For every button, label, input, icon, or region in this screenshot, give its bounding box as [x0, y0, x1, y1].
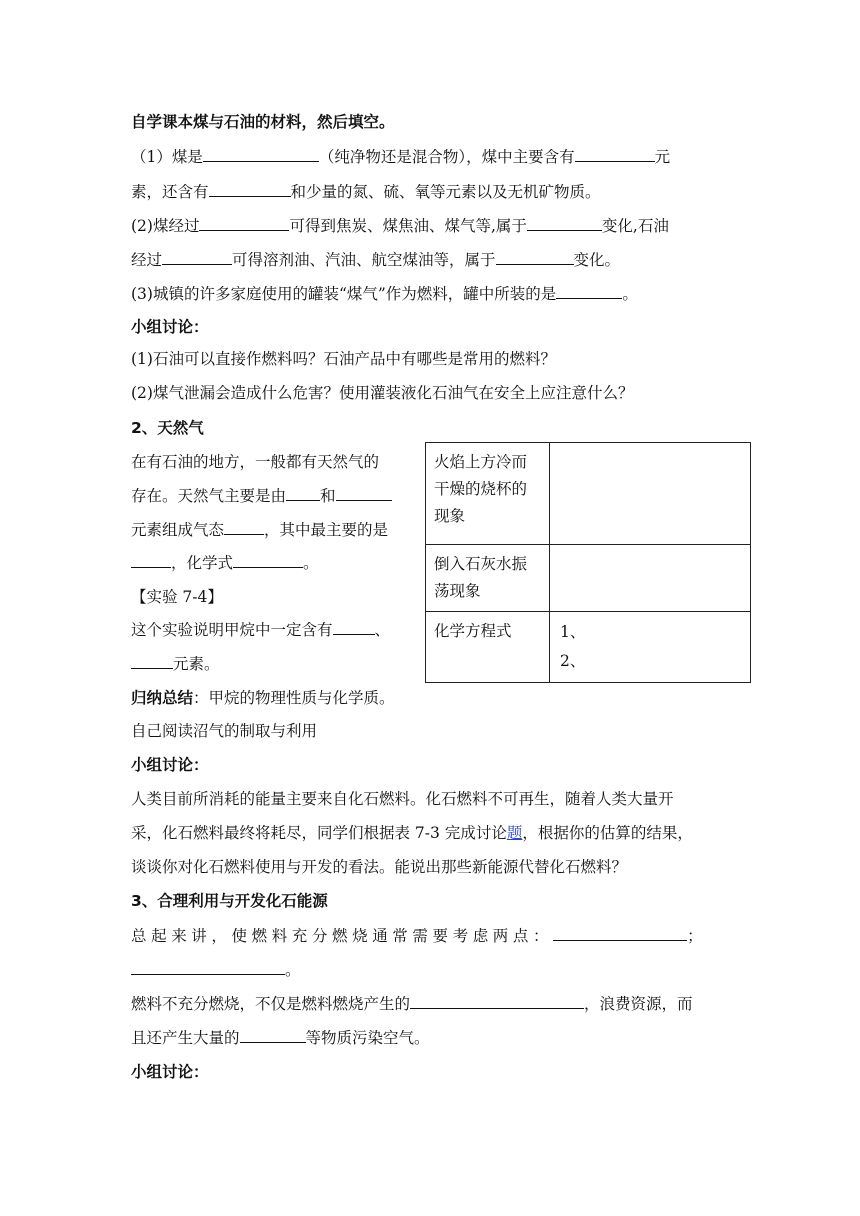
- q1-blank-3[interactable]: [209, 182, 291, 197]
- table-label-3: 化学方程式: [426, 612, 550, 683]
- s2-text-f: 。: [303, 554, 319, 572]
- summary-text: ：甲烷的物理性质与化学质。: [193, 689, 395, 707]
- q2-text-d: 经过: [131, 251, 163, 269]
- s3-text-g: 等物质污染空气。: [305, 1029, 430, 1047]
- s2-text-b: 和: [320, 487, 336, 505]
- q2-line1: [131, 216, 669, 236]
- discuss2-link[interactable]: 题: [506, 824, 523, 842]
- table-value-1[interactable]: [550, 443, 751, 545]
- s3-blank-4[interactable]: [240, 1028, 306, 1043]
- summary-line: [131, 688, 395, 708]
- section3-line2: [131, 960, 301, 980]
- s3-text-a: 总起来讲，使燃料充分燃烧通常需要考虑两点：: [131, 927, 554, 945]
- q1-text-a: （1）煤是: [131, 148, 203, 166]
- q2-line2: [131, 250, 620, 270]
- s2-blank-1[interactable]: [286, 486, 320, 501]
- summary-label: 归纳总结: [131, 689, 194, 707]
- s3-text-b: ；: [687, 927, 708, 945]
- discuss2-p2: [131, 823, 693, 843]
- s2-text-a: 存在。天然气主要是由: [131, 487, 287, 505]
- discuss1-item-1: (1)石油可以直接作燃料吗？石油产品中有哪些是常用的燃料？: [131, 350, 556, 368]
- s3-text-d: 燃料不充分燃烧，不仅是燃料燃烧产生的: [131, 995, 411, 1013]
- s3-text-e: ，浪费资源，而: [584, 995, 693, 1013]
- discuss2-title: 小组讨论：: [131, 756, 209, 774]
- s2-blank-5[interactable]: [233, 553, 303, 568]
- q2-blank-3[interactable]: [162, 250, 232, 265]
- experiment-table: [425, 442, 751, 683]
- s2-text-d: ，其中最主要的是: [264, 521, 389, 539]
- table-label-1: 火焰上方冷而干燥的烧杯的现象: [426, 443, 550, 545]
- q3-blank[interactable]: [556, 284, 622, 299]
- q2-text-c: 变化,石油: [601, 217, 669, 235]
- q2-blank-1[interactable]: [199, 216, 289, 231]
- discuss1-item-2: (2)煤气泄漏会造成什么危害？使用灌装液化石油气在安全上应注意什么？: [131, 384, 634, 402]
- s2-blank-3[interactable]: [224, 520, 264, 535]
- experiment-label: 【实验 7-4】: [131, 588, 223, 606]
- discuss3-title: 小组讨论：: [131, 1063, 209, 1081]
- section2-line1: 在有石油的地方，一般都有天然气的: [131, 453, 380, 471]
- section2-line3: [131, 520, 388, 540]
- reading-line: 自己阅读沼气的制取与利用: [131, 722, 318, 740]
- discuss2-p2a: 采，化石燃料最终将耗尽，同学们根据表 7-3 完成讨论: [131, 824, 507, 842]
- q1-text-e: 和少量的氮、硫、氧等元素以及无机矿物质。: [290, 183, 601, 201]
- section3-title: 3、合理利用与开发化石能源: [131, 892, 328, 910]
- s2-text-c: 元素组成气态: [131, 521, 225, 539]
- table-row: [426, 443, 751, 545]
- s2-text-h: 、: [374, 621, 391, 639]
- section2-line2: [131, 486, 392, 506]
- q3-text-a: (3)城镇的许多家庭使用的罐装“煤气”作为燃料，罐中所装的是: [131, 285, 557, 303]
- table-row: [426, 545, 751, 612]
- discuss2-p1: 人类目前所消耗的能量主要来自化石燃料。化石燃料不可再生，随着人类大量开: [131, 790, 674, 808]
- q1-text-d: 素，还含有: [131, 183, 209, 201]
- table-value-3[interactable]: [550, 612, 751, 683]
- section3-line3: [131, 994, 693, 1014]
- s3-blank-3[interactable]: [410, 994, 584, 1009]
- section2-line5: [131, 620, 390, 640]
- discuss1-title: 小组讨论：: [131, 318, 209, 336]
- discuss2-p3: 谈谈你对化石燃料使用与开发的看法。能说出那些新能源代替化石燃料？: [131, 858, 628, 876]
- discuss2-p2b: ，根据你的估算的结果，: [522, 824, 693, 842]
- equation-2: 2、: [560, 652, 586, 670]
- equation-1: 1、: [560, 623, 586, 641]
- q2-text-b: 可得到焦炭、煤焦油、煤气等,属于: [289, 217, 527, 235]
- s3-blank-2[interactable]: [131, 960, 285, 975]
- q3-line: [131, 284, 638, 304]
- s3-blank-1[interactable]: [553, 926, 687, 941]
- q1-line1: [131, 147, 670, 167]
- s3-text-f: 且还产生大量的: [131, 1029, 240, 1047]
- s2-blank-7[interactable]: [131, 654, 173, 669]
- q2-blank-2[interactable]: [527, 216, 602, 231]
- q2-text-a: (2)煤经过: [131, 217, 200, 235]
- q2-text-e: 可得溶剂油、汽油、航空煤油等，属于: [232, 251, 496, 269]
- q3-text-b: 。: [622, 285, 638, 303]
- q1-line2: [131, 182, 601, 202]
- q1-blank-1[interactable]: [203, 147, 319, 162]
- section2-line4: [131, 553, 319, 573]
- s2-blank-4[interactable]: [131, 553, 171, 568]
- s3-text-c: 。: [285, 961, 301, 979]
- s2-text-g: 这个实验说明甲烷中一定含有: [131, 621, 333, 639]
- s2-blank-6[interactable]: [333, 620, 375, 635]
- table-value-2[interactable]: [550, 545, 751, 612]
- s2-text-e: ，化学式: [171, 554, 234, 572]
- intro-heading: 自学课本煤与石油的材料，然后填空。: [131, 113, 395, 131]
- q1-text-b: （纯净物还是混合物），煤中主要含有: [318, 148, 575, 166]
- section3-line4: [131, 1028, 430, 1048]
- section2-line6: [131, 654, 220, 674]
- table-row: [426, 612, 751, 683]
- q2-text-f: 变化。: [573, 251, 621, 269]
- section3-line1: [131, 926, 707, 946]
- q1-blank-2[interactable]: [575, 147, 655, 162]
- section2-title: 2、天然气: [131, 419, 204, 437]
- s2-text-i: 元素。: [173, 655, 220, 673]
- s2-blank-2[interactable]: [336, 486, 392, 501]
- q1-text-c: 元: [654, 148, 671, 166]
- table-label-2: 倒入石灰水振荡现象: [426, 545, 550, 612]
- q2-blank-4[interactable]: [496, 250, 574, 265]
